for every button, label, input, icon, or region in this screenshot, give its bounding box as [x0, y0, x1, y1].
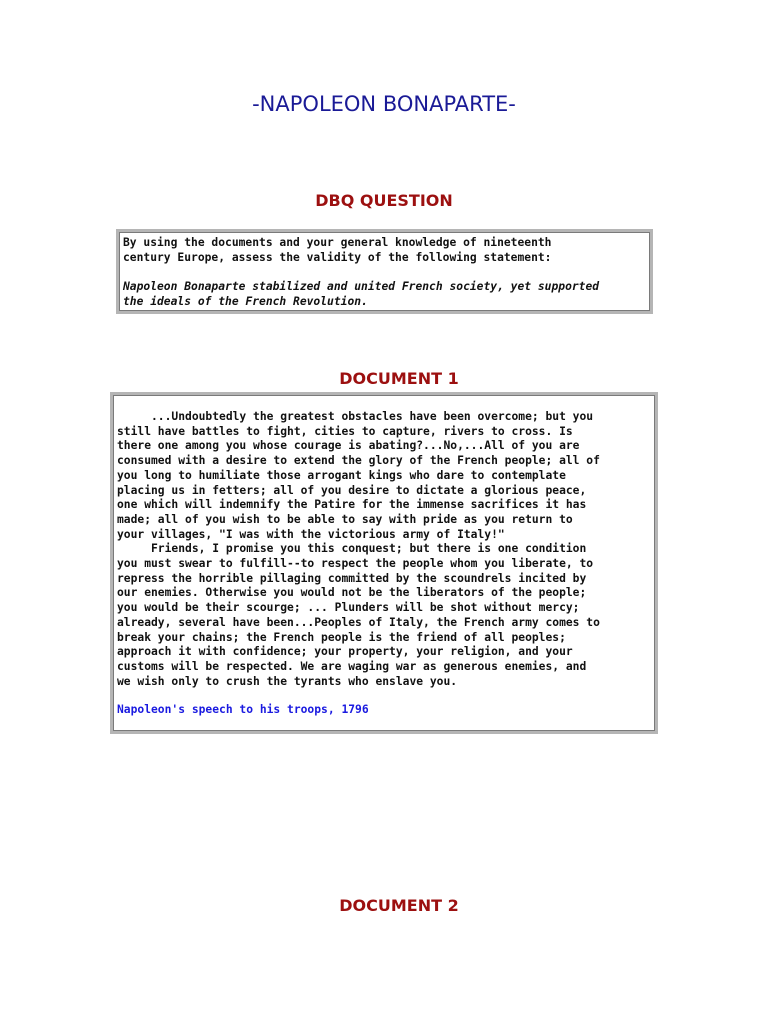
- dbq-question-heading: DBQ QUESTION: [315, 191, 453, 210]
- document-1-box: [110, 392, 658, 734]
- document-1-line: break your chains; the French people is the friend of all peoples;: [117, 630, 566, 644]
- document-1-line: approach it with confidence; your property, your religion, and your: [117, 645, 573, 659]
- document-2-heading: DOCUMENT 2: [339, 896, 459, 915]
- dbq-statement-line: Napoleon Bonaparte stabilized and united French society, yet supported: [123, 280, 600, 294]
- document-1-line: Friends, I promise you this conquest; but there is one condition: [117, 542, 587, 556]
- document-1-line: there one among you whose courage is abating?...No,...All of you are: [117, 439, 580, 453]
- document-1-line: already, several have been...Peoples of Italy, the French army comes to: [117, 615, 600, 629]
- dbq-prompt-line: By using the documents and your general knowledge of nineteenth: [123, 236, 552, 249]
- document-1-line: ...Undoubtedly the greatest obstacles have been overcome; but you: [117, 410, 594, 423]
- dbq-question-box: [116, 229, 653, 314]
- document-1-line: still have battles to fight, cities to capture, rivers to cross. Is: [117, 424, 573, 438]
- dbq-question-content: [119, 232, 650, 311]
- document-1-line: your villages, "I was with the victorious army of Italy!": [117, 527, 505, 541]
- document-1-heading: DOCUMENT 1: [339, 369, 459, 388]
- document-1-line: one which will indemnify the Patire for the immense sacrifices it has: [117, 498, 587, 512]
- document-1-line: you would be their scourge; ... Plunders will be shot without mercy;: [117, 601, 580, 615]
- page-title: -NAPOLEON BONAPARTE-: [252, 92, 516, 116]
- document-1-line: customs will be respected. We are waging war as generous enemies, and: [117, 659, 587, 673]
- document-1-source-caption: Napoleon's speech to his troops, 1796: [117, 703, 369, 717]
- document-1-line: consumed with a desire to extend the glory of the French people; all of: [117, 454, 600, 468]
- dbq-statement-line: the ideals of the French Revolution.: [123, 295, 368, 309]
- document-1-line: you long to humiliate those arrogant kings who dare to contemplate: [117, 468, 566, 482]
- document-1-line: placing us in fetters; all of you desire to dictate a glorious peace,: [117, 483, 587, 497]
- document-1-content: [113, 395, 655, 731]
- document-1-line: our enemies. Otherwise you would not be the liberators of the people;: [117, 586, 587, 600]
- document-1-line: we wish only to crush the tyrants who enslave you.: [117, 674, 458, 688]
- document-1-line: repress the horrible pillaging committed by the scoundrels incited by: [117, 571, 587, 585]
- document-1-line: you must swear to fulfill--to respect the people whom you liberate, to: [117, 557, 594, 571]
- document-1-line: made; all of you wish to be able to say with pride as you return to: [117, 512, 573, 526]
- dbq-prompt-line: century Europe, assess the validity of the following statement:: [123, 250, 552, 264]
